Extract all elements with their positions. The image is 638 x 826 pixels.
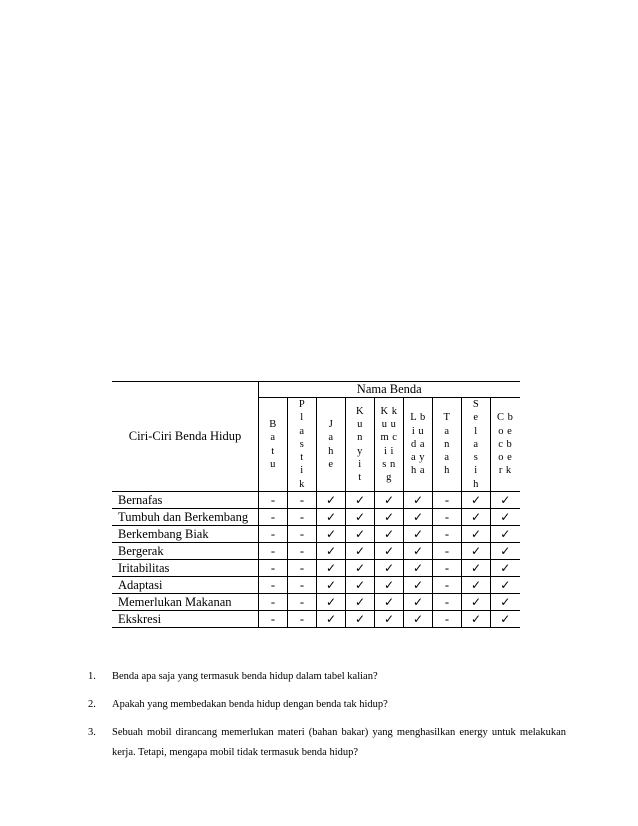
dash-cell: - (433, 509, 462, 526)
checkmark-icon: ✓ (375, 492, 404, 509)
checkmark-icon: ✓ (462, 560, 491, 577)
checkmark-icon: ✓ (317, 594, 346, 611)
checkmark-icon: ✓ (346, 594, 375, 611)
column-header-line: C b (497, 412, 514, 424)
dash-cell: - (433, 492, 462, 509)
column-header-line: a (328, 432, 334, 444)
dash-cell: - (259, 594, 288, 611)
column-header-line: t (300, 452, 304, 464)
checkmark-icon: ✓ (375, 611, 404, 628)
checkmark-icon: ✓ (462, 492, 491, 509)
question-item (88, 667, 566, 687)
checkmark-icon: ✓ (404, 492, 433, 509)
column-header-line: h a (410, 465, 426, 477)
checkmark-icon: ✓ (491, 526, 520, 543)
row-label: Berkembang Biak (112, 526, 259, 543)
row-label: Adaptasi (112, 577, 259, 594)
checkmark-icon: ✓ (346, 560, 375, 577)
checkmark-icon: ✓ (317, 509, 346, 526)
column-header-line: u u (381, 418, 397, 430)
table-body (112, 492, 520, 628)
checkmark-icon: ✓ (317, 543, 346, 560)
question-text: Apakah yang membedakan benda hidup dengan benda tak hidup? (112, 699, 388, 710)
column-header-line: o e (498, 425, 513, 437)
checkmark-icon: ✓ (404, 560, 433, 577)
column-header-line: c b (498, 438, 513, 450)
checkmark-icon: ✓ (317, 611, 346, 628)
column-header-line: T (443, 412, 451, 424)
column-header-line: a (444, 425, 450, 437)
question-number: 2. (88, 699, 96, 710)
table-row (112, 509, 520, 526)
checkmark-icon: ✓ (491, 577, 520, 594)
checkmark-icon: ✓ (375, 594, 404, 611)
row-label: Tumbuh dan Berkembang (112, 509, 259, 526)
checkmark-icon: ✓ (491, 560, 520, 577)
column-header-line: o e (498, 452, 513, 464)
dash-cell: - (259, 492, 288, 509)
column-header-line: k (299, 478, 305, 490)
column-header-line: a (299, 425, 305, 437)
column-header-line: a (444, 452, 450, 464)
question-number: 1. (88, 671, 96, 682)
table-row (112, 543, 520, 560)
column-header (259, 398, 288, 492)
column-header-line: s (473, 452, 479, 464)
column-header (404, 398, 433, 492)
living-things-table-container (112, 381, 520, 628)
column-header-line: t (358, 472, 362, 484)
checkmark-icon: ✓ (462, 611, 491, 628)
column-header-line: n (357, 432, 363, 444)
column-header-line: m c (380, 432, 398, 444)
column-header-line: u (270, 458, 276, 470)
dash-cell: - (259, 509, 288, 526)
dash-cell: - (259, 526, 288, 543)
column-header-line: K k (380, 405, 398, 417)
dash-cell: - (288, 560, 317, 577)
checkmark-icon: ✓ (375, 543, 404, 560)
checkmark-icon: ✓ (404, 543, 433, 560)
checkmark-icon: ✓ (491, 509, 520, 526)
dash-cell: - (288, 611, 317, 628)
checkmark-icon: ✓ (375, 526, 404, 543)
column-header-line: J (328, 418, 334, 430)
dash-cell: - (433, 543, 462, 560)
header-object-names: Nama Benda (259, 382, 520, 398)
checkmark-icon: ✓ (404, 594, 433, 611)
column-header-line: d a (410, 438, 426, 450)
column-header-line: s (299, 438, 305, 450)
checkmark-icon: ✓ (317, 577, 346, 594)
column-header-line: l (474, 425, 478, 437)
dash-cell: - (259, 577, 288, 594)
table-row (112, 492, 520, 509)
column-header-line: n (444, 438, 450, 450)
row-label: Memerlukan Makanan (112, 594, 259, 611)
table-row (112, 577, 520, 594)
column-header-line: h (328, 445, 334, 457)
dash-cell: - (288, 543, 317, 560)
table-row (112, 594, 520, 611)
column-header (375, 398, 404, 492)
column-header-line: e (328, 458, 334, 470)
checkmark-icon: ✓ (404, 577, 433, 594)
row-label: Ekskresi (112, 611, 259, 628)
dash-cell: - (433, 611, 462, 628)
column-header-line: e (473, 412, 479, 424)
column-header-line: i i (384, 445, 394, 457)
column-header (433, 398, 462, 492)
column-header-line: a (270, 432, 276, 444)
column-header (491, 398, 520, 492)
checkmark-icon: ✓ (317, 492, 346, 509)
table-row (112, 611, 520, 628)
column-header-line: i u (411, 425, 425, 437)
question-number: 3. (88, 727, 96, 738)
column-header-line: h (473, 478, 479, 490)
dash-cell: - (433, 594, 462, 611)
dash-cell: - (288, 577, 317, 594)
column-header-line: s n (382, 458, 396, 470)
header-characteristics: Ciri-Ciri Benda Hidup (112, 382, 259, 492)
checkmark-icon: ✓ (346, 526, 375, 543)
checkmark-icon: ✓ (491, 611, 520, 628)
column-header-line: P (298, 399, 306, 410)
checkmark-icon: ✓ (462, 526, 491, 543)
checkmark-icon: ✓ (375, 577, 404, 594)
dash-cell: - (288, 594, 317, 611)
column-header-line: K (355, 405, 365, 417)
dash-cell: - (433, 526, 462, 543)
checkmark-icon: ✓ (462, 577, 491, 594)
dash-cell: - (259, 560, 288, 577)
checkmark-icon: ✓ (462, 509, 491, 526)
column-header (288, 398, 317, 492)
question-item (88, 723, 566, 763)
checkmark-icon: ✓ (346, 611, 375, 628)
living-things-table (112, 381, 520, 628)
dash-cell: - (259, 543, 288, 560)
checkmark-icon: ✓ (375, 560, 404, 577)
checkmark-icon: ✓ (462, 594, 491, 611)
column-header-line: t (271, 445, 275, 457)
question-text: Benda apa saja yang termasuk benda hidup dalam tabel kalian? (112, 671, 378, 682)
checkmark-icon: ✓ (491, 492, 520, 509)
row-label: Bergerak (112, 543, 259, 560)
checkmark-icon: ✓ (346, 577, 375, 594)
column-header-line: L b (410, 412, 426, 424)
checkmark-icon: ✓ (346, 492, 375, 509)
column-header-line: i (300, 465, 304, 477)
dash-cell: - (433, 577, 462, 594)
column-header-line: h (444, 465, 450, 477)
column-header (462, 398, 491, 492)
dash-cell: - (288, 492, 317, 509)
checkmark-icon: ✓ (317, 560, 346, 577)
column-header-line: r k (498, 465, 512, 477)
table-row (112, 526, 520, 543)
column-header-line: i (474, 465, 478, 477)
dash-cell: - (259, 611, 288, 628)
checkmark-icon: ✓ (491, 543, 520, 560)
column-header-line: i (358, 458, 362, 470)
column-header-line: a y (410, 452, 426, 464)
row-label: Iritabilitas (112, 560, 259, 577)
column-header (346, 398, 375, 492)
checkmark-icon: ✓ (404, 526, 433, 543)
checkmark-icon: ✓ (346, 543, 375, 560)
dash-cell: - (433, 560, 462, 577)
checkmark-icon: ✓ (404, 509, 433, 526)
checkmark-icon: ✓ (491, 594, 520, 611)
checkmark-icon: ✓ (375, 509, 404, 526)
checkmark-icon: ✓ (346, 509, 375, 526)
checkmark-icon: ✓ (317, 526, 346, 543)
question-item (88, 695, 566, 715)
column-header (317, 398, 346, 492)
dash-cell: - (288, 509, 317, 526)
question-list (88, 667, 566, 771)
column-header-line: y (357, 445, 363, 457)
column-header-line: g (386, 472, 392, 484)
question-text: Sebuah mobil dirancang memerlukan materi (bahan bakar) yang menghasilkan energy untuk melakukan kerja. Tetapi, mengapa mobil tidak termasuk benda hidup? (112, 727, 566, 758)
dash-cell: - (288, 526, 317, 543)
checkmark-icon: ✓ (462, 543, 491, 560)
row-label: Bernafas (112, 492, 259, 509)
column-header-line: a (473, 438, 479, 450)
column-header-line: S (472, 399, 480, 410)
checkmark-icon: ✓ (404, 611, 433, 628)
column-header-line: B (269, 418, 277, 430)
column-header-line: u (357, 418, 363, 430)
table-row (112, 560, 520, 577)
column-header-line: l (300, 412, 304, 424)
